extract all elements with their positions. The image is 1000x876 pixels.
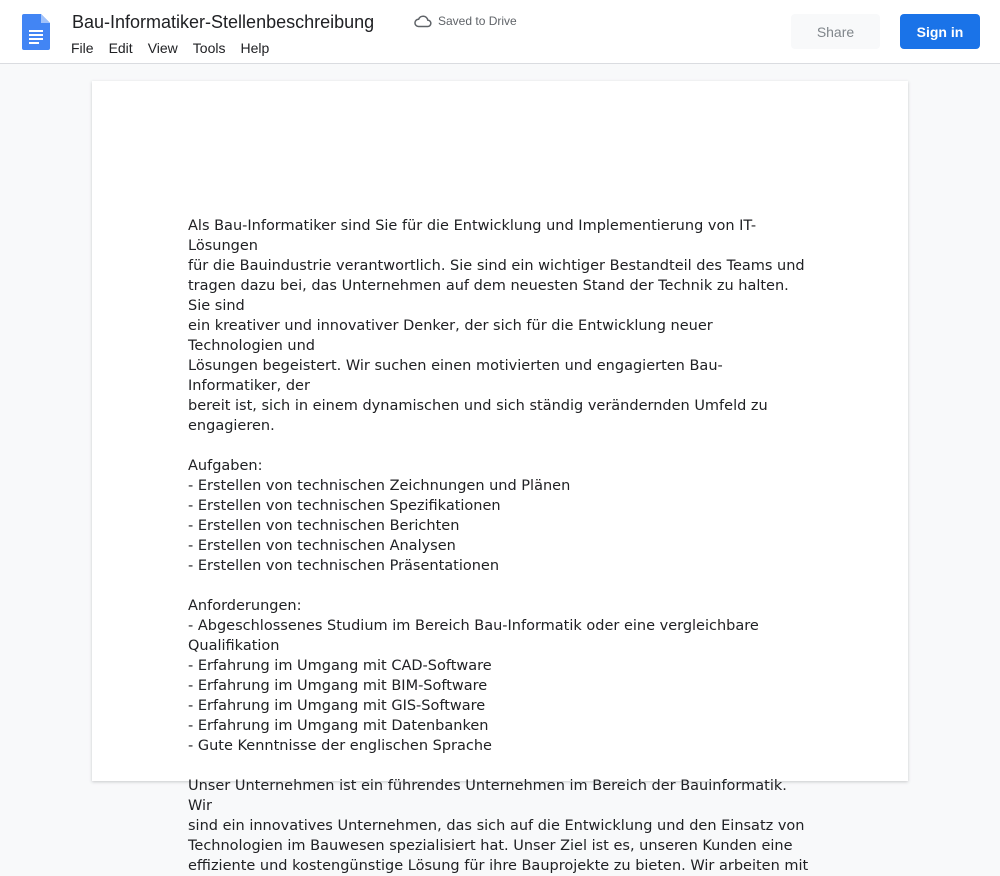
requirement-item: - Erfahrung im Umgang mit GIS-Software (188, 698, 486, 714)
paragraph-gap (188, 436, 812, 456)
requirement-item: - Erfahrung im Umgang mit Datenbanken (188, 718, 489, 734)
company-line: sind ein innovatives Unternehmen, das sich auf die Entwicklung und den Einsatz von (188, 818, 805, 834)
company-line: effiziente und kostengünstige Lösung für ihre Bauprojekte zu bieten. Wir arbeiten mit (188, 858, 809, 874)
save-status[interactable] (414, 13, 517, 29)
save-status-label: Saved to Drive (438, 14, 517, 28)
company-line: Technologien im Bauwesen spezialisiert hat. Unser Ziel ist es, unseren Kunden eine (188, 838, 793, 854)
menu-view[interactable]: View (147, 40, 178, 56)
company-line: Unser Unternehmen ist ein führendes Unternehmen im Bereich der Bauinformatik. Wir (188, 778, 787, 814)
menu-edit[interactable]: Edit (108, 40, 133, 56)
requirements-heading: Anforderungen: (188, 598, 302, 614)
sign-in-button[interactable]: Sign in (900, 14, 980, 49)
task-item: - Erstellen von technischen Spezifikationen (188, 498, 501, 514)
requirement-item: - Erfahrung im Umgang mit CAD-Software (188, 658, 492, 674)
intro-line: ein kreativer und innovativer Denker, der sich für die Entwicklung neuer Technologien und (188, 318, 713, 354)
menu-bar (71, 39, 284, 57)
requirement-item: - Gute Kenntnisse der englischen Sprache (188, 738, 492, 754)
paragraph-gap (188, 756, 812, 776)
intro-line: tragen dazu bei, das Unternehmen auf dem neuesten Stand der Technik zu halten. Sie sind (188, 278, 789, 314)
top-bar (0, 0, 1000, 64)
task-item: - Erstellen von technischen Berichten (188, 518, 460, 534)
document-title[interactable]: Bau-Informatiker-Stellenbeschreibung (72, 12, 375, 32)
requirement-item: Qualifikation (188, 638, 280, 654)
intro-line: Lösungen begeistert. Wir suchen einen motivierten und engagierten Bau-Informatiker, der (188, 358, 723, 394)
share-button[interactable]: Share (791, 14, 880, 49)
task-item: - Erstellen von technischen Präsentationen (188, 558, 500, 574)
intro-line: engagieren. (188, 418, 275, 434)
paragraph-gap (188, 576, 812, 596)
intro-line: Als Bau-Informatiker sind Sie für die Entwicklung und Implementierung von IT-Lösungen (188, 218, 757, 254)
tasks-heading: Aufgaben: (188, 458, 263, 474)
requirement-item: - Erfahrung im Umgang mit BIM-Software (188, 678, 488, 694)
requirement-item: - Abgeschlossenes Studium im Bereich Bau-Informatik oder eine vergleichbare (188, 618, 759, 634)
google-docs-icon[interactable] (22, 14, 50, 50)
document-page[interactable] (92, 81, 908, 874)
intro-line: für die Bauindustrie verantwortlich. Sie sind ein wichtiger Bestandteil des Teams und (188, 258, 805, 274)
document-body (188, 216, 812, 876)
cloud-done-icon (414, 14, 432, 28)
task-item: - Erstellen von technischen Zeichnungen und Plänen (188, 478, 571, 494)
menu-file[interactable]: File (71, 40, 94, 56)
menu-tools[interactable]: Tools (192, 40, 226, 56)
menu-help[interactable]: Help (240, 40, 270, 56)
task-item: - Erstellen von technischen Analysen (188, 538, 456, 554)
intro-line: bereit ist, sich in einem dynamischen und sich ständig verändernden Umfeld zu (188, 398, 768, 414)
